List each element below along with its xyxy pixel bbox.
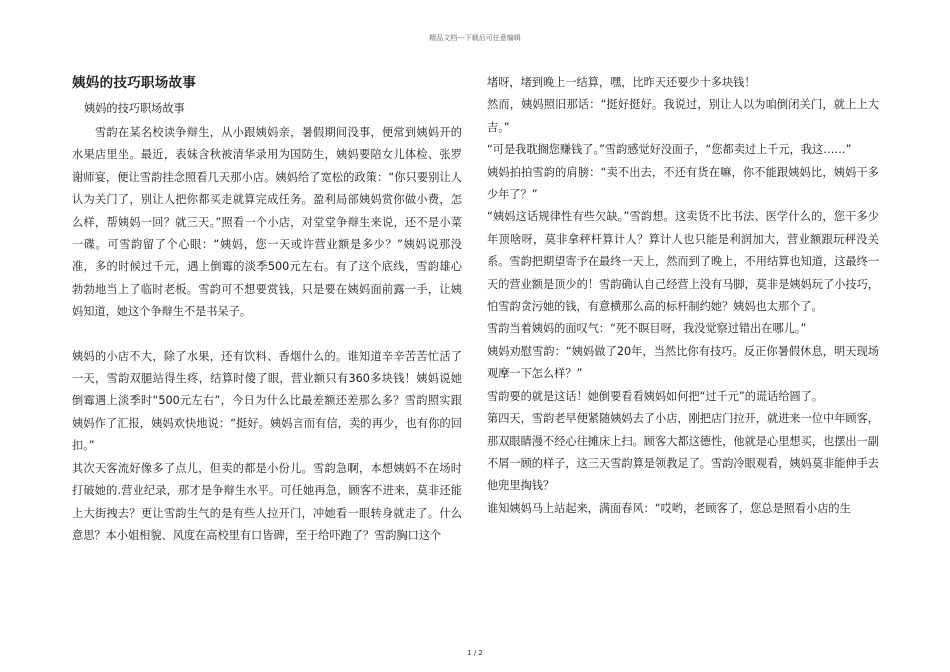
left-column — [72, 72, 462, 547]
paragraph-right-8: 雪韵要的就是这话！她倒要看看姨妈如何把“过千元”的谎话给圆了。 — [487, 389, 824, 403]
document-subtitle: 姨妈的技巧职场故事 — [84, 102, 185, 115]
paragraph-right-3: “可是我耽搁您赚钱了。”雪韵感觉好没面子，“您都卖过上千元，我这……” — [487, 143, 852, 157]
document-title: 姨妈的技巧职场故事 — [72, 75, 197, 91]
paragraph-right-5: “姨妈这话规律性有些欠缺。”雪韵想。这卖货不比书法、医学什么的，您干多少年顶啥呀，莫非拿秤杆算计人？算计人也只能是利润加大，营业额跟玩秤没关系。雪韵把期望寄予在最终一天上，然而到了晚上，不用结算也知道，这最终一天的营业额是顶少的！雪韵确认自己经营上没有马脚，莫非是姨妈玩了小技巧，怕雪韵贪污她的钱，有意横那么高的标杆制约她？姨妈也太那个了。 — [487, 210, 879, 314]
page-header: 精品文档---下载后可任意编辑 — [429, 34, 521, 42]
paragraph-right-9: 第四天，雪韵老早便紧随姨妈去了小店，刚把店门拉开，就进来一位中年顾客，那双眼睛漫不经心往摊床上扫。顾客大都这德性，他就是心里想买，也摆出一副不屑一顾的样子，这三天雪韵算是领教足了。雪韵冷眼观看，姨妈莫非能伸手去他兜里掏钱？ — [487, 412, 879, 493]
paragraph-right-1: 堵呀，堵到晚上一结算，嘿，比昨天还要少十多块钱！ — [487, 76, 756, 89]
paragraph-right-4: 姨妈拍拍雪韵的肩膀：“卖不出去，不还有货在嘛，你不能跟姨妈比，姨妈干多少年了？” — [487, 165, 879, 202]
right-column — [487, 72, 879, 520]
page-number: 1 / 2 — [467, 649, 483, 657]
paragraph-right-10: 谁知姨妈马上站起来，满面春风：“哎哟，老顾客了，您总是照看小店的生 — [487, 501, 851, 515]
paragraph-left-1: 雪韵在某名校读争辩生，从小跟姨妈亲，暑假期间没事，便常到姨妈开的水果店里坐。最近，表妹含秋被清华录用为国防生，姨妈要陪女儿体检、张罗谢师宴，便让雪韵挂念照看几天那小店。姨妈给了宽松的政策：“你只要别让人认为关门了，别让人把你都买走就算完成任务。盈利局部姨妈赏你做小费，怎么样，帮姨妈一回？就三天。”照看一个小店，对堂堂争辩生来说，还不是小菜一碟。可雪韵留了个心眼：“姨妈，您一天或许营业额是多少？”姨妈说那没准，多的时候过千元，遇上倒霉的淡季500元左右。有了这个底线，雪韵雄心勃勃地当上了临时老板。雪韵可不想要赏钱，只是要在姨妈面前露一手，让姨妈知道，她这个争辩生不是书呆子。 — [72, 126, 462, 319]
paragraph-right-2: 然而，姨妈照旧那话：“挺好挺好。我说过，别让人以为咱倒闭关门，就上上大吉。” — [487, 98, 879, 134]
paragraph-right-7: 姨妈劝慰雪韵：“姨妈做了20年，当然比你有技巧。反正你暑假休息，明天现场观摩一下怎么样？” — [487, 344, 879, 381]
paragraph-left-2: 姨妈的小店不大，除了水果，还有饮料、香烟什么的。谁知道辛辛苦苦忙活了一天，雪韵双腿站得生疼，结算时傻了眼，营业额只有360多块钱！姨妈说她倒霉遇上淡季时“500元左右”，今日为什么比最差额还差那么多？雪韵照实跟姨妈作了汇报，姨妈欢快地说：“挺好。姨妈言而有信，卖的再少，也有你的回扣。” — [72, 349, 462, 453]
paragraph-right-6: 雪韵当着姨妈的面叹气：“死不瞑目呀，我没觉察过错出在哪儿。” — [487, 322, 807, 336]
paragraph-left-3: 其次天客流好像多了点儿，但卖的都是小份儿。雪韵急啊，本想姨妈不在场时打破她的.营业纪录，那才是争辩生水平。可任她再急，顾客不进来，莫非还能上大街拽去？更让雪韵生气的是有些人拉开门，冲她看一眼转身就走了。什么意思？本小姐相貌、风度在高校里有口皆碑，至于给吓跑了？雪韵胸口这个 — [72, 461, 462, 542]
